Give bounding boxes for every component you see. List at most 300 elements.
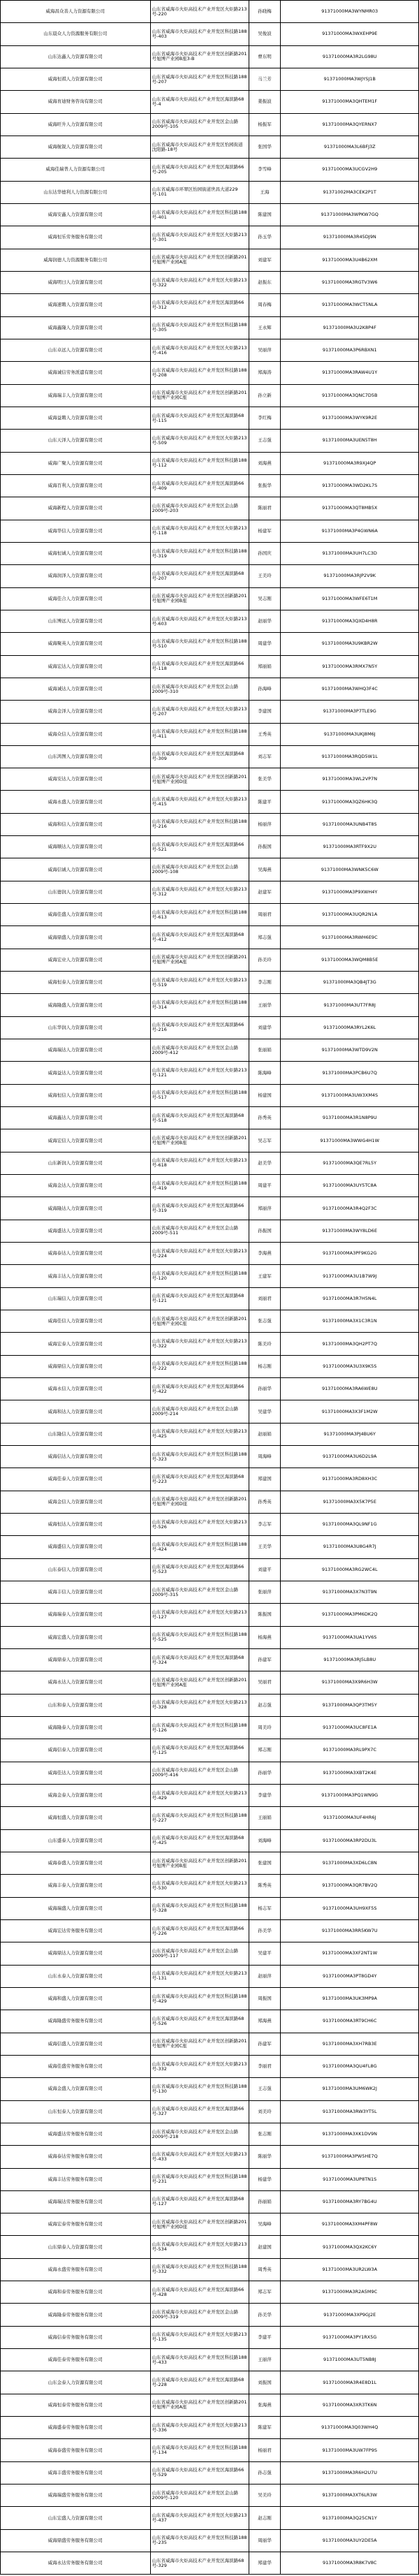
address-cell: 山东省威海市火炬高技术产业开发区科技路188号-231	[150, 2168, 249, 2190]
credit-code-cell: 91371000MA3Q25CN1Y	[281, 2507, 419, 2529]
table-row	[1, 768, 419, 791]
legal-representative-cell: 吴丽萍	[249, 339, 281, 361]
table-row	[1, 113, 419, 136]
legal-representative-cell: 周建平	[249, 1175, 281, 1197]
table-row	[1, 1852, 419, 1874]
address-cell: 山东省威海市火炬高技术产业开发区金山路2009号-218	[150, 2123, 249, 2145]
legal-representative-cell: 吴志刚	[249, 587, 281, 610]
address-cell: 山东省威海市火炬高技术产业开发区科技路188号-411	[150, 723, 249, 745]
table-row	[1, 1152, 419, 1174]
legal-representative-cell: 李建平	[249, 2326, 281, 2348]
table-row	[1, 2078, 419, 2100]
credit-code-cell: 91371000MA3R1N8P9U	[281, 1107, 419, 1129]
address-cell: 山东省威海市火炬高技术产业开发区火炬路213号-534	[150, 2236, 249, 2258]
legal-representative-cell: 周振国	[249, 1987, 281, 2010]
company-name-cell: 威海瑞盛人力资源有限公司	[1, 1897, 151, 1919]
legal-representative-cell: 赵美华	[249, 1152, 281, 1174]
company-name-cell: 威海永盛劳务服务有限公司	[1, 2258, 151, 2281]
legal-representative-cell: 张志刚	[249, 2123, 281, 2145]
address-cell: 山东省威海市火炬高技术产业开发区怡园街道沈阳路-18号	[150, 136, 249, 158]
credit-code-cell: 91371000MA3XK1DV9N	[281, 2123, 419, 2145]
company-name-cell: 威海瑞达人力资源有限公司	[1, 1039, 151, 1062]
credit-code-cell: 91371000MA3QB4JT3G	[281, 972, 419, 994]
legal-representative-cell: 周海峰	[249, 1446, 281, 1468]
credit-code-cell: 91371000MA3UK3MP9A	[281, 1987, 419, 2010]
credit-code-cell: 91371000MA3X9R6H3W	[281, 1671, 419, 1694]
legal-representative-cell: 张国华	[249, 136, 281, 158]
table-row	[1, 294, 419, 316]
address-cell: 山东省威海市火炬高技术产业开发区海滨路68号-425	[150, 1829, 249, 1852]
credit-code-cell: 91371000MA3XT6LR3W	[281, 2484, 419, 2507]
table-row	[1, 1626, 419, 1648]
address-cell: 山东省威海市火炬高技术产业开发区火炬路213号-121	[150, 1062, 249, 1084]
credit-code-cell: 91371000MA3U6D2L9A	[281, 1446, 419, 1468]
address-cell: 山东省威海市火炬高技术产业开发区海滨路66号-118	[150, 655, 249, 678]
legal-representative-cell: 吴俊波	[249, 23, 281, 45]
company-name-cell: 威海瑞达劳务服务有限公司	[1, 2190, 151, 2213]
address-cell: 山东省威海市火炬高技术产业开发区海滨路66号-521	[150, 836, 249, 858]
address-cell: 山东省威海市火炬高技术产业开发区火炬路213号-131	[150, 1965, 249, 1987]
legal-representative-cell: 周秀英	[249, 2258, 281, 2281]
credit-code-cell: 91371000MA3QU4FL8G	[281, 2055, 419, 2077]
company-name-cell: 威海益聘人力资源有限公司	[1, 407, 151, 429]
table-row	[1, 1039, 419, 1062]
company-name-cell: 威海鑫隆人力资源有限公司	[1, 316, 151, 339]
address-cell: 山东省威海市火炬高技术产业开发区科技路188号-401	[150, 203, 249, 226]
company-name-cell: 威海信盛人力资源有限公司	[1, 2033, 151, 2055]
legal-representative-cell: 周丽君	[249, 904, 281, 926]
company-name-cell: 威海佳泰劳务服务有限公司	[1, 2349, 151, 2371]
table-row	[1, 45, 419, 68]
credit-code-cell: 91371000MA3RA6WE8U	[281, 1378, 419, 1400]
table-row	[1, 858, 419, 881]
address-cell: 山东省威海市火炬高技术产业开发区科技路188号-216	[150, 813, 249, 835]
company-name-cell: 威海佳信人力资源有限公司	[1, 1310, 151, 1333]
legal-representative-cell: 刘海峰	[249, 1829, 281, 1852]
legal-representative-cell: 王志强	[249, 430, 281, 452]
address-cell: 山东省威海市火炬高技术产业开发区海滨路68号-223	[150, 1468, 249, 1491]
company-name-cell: 山东恒泰人力资源有限公司	[1, 2100, 151, 2123]
legal-representative-cell: 吴海峰	[249, 2213, 281, 2236]
address-cell: 山东省威海市火炬高技术产业开发区海滨路68号-127	[150, 2190, 249, 2213]
company-name-cell: 威海盛达劳务服务有限公司	[1, 2123, 151, 2145]
company-name-cell: 威海恒泰人力资源有限公司	[1, 972, 151, 994]
table-row	[1, 2123, 419, 2145]
address-cell: 山东省威海市火炬高技术产业开发区金山路2009号-412	[150, 1039, 249, 1062]
company-name-cell: 威海盛信人力资源有限公司	[1, 1536, 151, 1558]
legal-representative-cell: 刘海燕	[249, 452, 281, 474]
company-name-cell: 山东鸿图人力资源有限公司	[1, 745, 151, 768]
company-name-cell: 威海永达劳务服务有限公司	[1, 2552, 151, 2575]
legal-representative-cell: 张丽萍	[249, 1581, 281, 1603]
table-row	[1, 587, 419, 610]
table-row	[1, 497, 419, 520]
table-row	[1, 1581, 419, 1603]
address-cell: 山东省威海市火炬高技术产业开发区科技路188号-433	[150, 2349, 249, 2371]
company-name-cell: 威海金泽人力资源有限公司	[1, 701, 151, 723]
credit-code-cell: 91371000MA3UA1YV6S	[281, 1626, 419, 1648]
legal-representative-cell: 刘志军	[249, 745, 281, 768]
company-name-cell: 山东天泽人力资源有限公司	[1, 430, 151, 452]
legal-representative-cell: 陈丽华	[249, 2146, 281, 2168]
legal-representative-cell: 周建华	[249, 633, 281, 655]
table-row	[1, 1423, 419, 1445]
credit-code-cell: 91371000MA3RW3YT5L	[281, 2100, 419, 2123]
table-row	[1, 2190, 419, 2213]
table-row	[1, 2349, 419, 2371]
address-cell: 山东省威海市火炬高技术产业开发区海滨路68号-4	[150, 91, 249, 113]
credit-code-cell: 91371000MA3XP9GJ2E	[281, 2304, 419, 2326]
credit-code-cell: 91371000MA3PF9KG2G	[281, 1243, 419, 1265]
legal-representative-cell: 刘建军	[249, 249, 281, 271]
table-row	[1, 1965, 419, 1987]
legal-representative-cell: 赵建国	[249, 2236, 281, 2258]
company-name-cell: 威海永达人力资源有限公司	[1, 1671, 151, 1694]
credit-code-cell: 91371000MA3QNC7D5B	[281, 384, 419, 407]
company-name-cell: 威海恒达人力资源有限公司	[1, 1513, 151, 1535]
credit-code-cell: 91371000MA3P4GWN6A	[281, 520, 419, 542]
credit-code-cell: 91371000MA3RD8XH3C	[281, 1468, 419, 1491]
legal-representative-cell: 吴丽君	[249, 1671, 281, 1694]
company-name-cell: 威海金信人力资源有限公司	[1, 1491, 151, 1513]
table-row	[1, 362, 419, 384]
address-cell: 山东省威海市火炬高技术产业开发区海滨路68号-115	[150, 407, 249, 429]
address-cell: 山东省威海市火炬高技术产业开发区创新路201号旭博产业园A座	[150, 949, 249, 971]
company-name-cell: 威海金达人力资源有限公司	[1, 1175, 151, 1197]
credit-code-cell: 91371000MA3PT8GD4Y	[281, 1965, 419, 1987]
table-row	[1, 1220, 419, 1242]
company-name-cell: 威海恒祺人力资源有限公司	[1, 68, 151, 90]
address-cell: 山东省威海市环翠区怡园街道世昌大道229号-101	[150, 181, 249, 203]
address-cell: 山东省威海市火炬高技术产业开发区火炬路213号-530	[150, 1875, 249, 1897]
legal-representative-cell: 周美玲	[249, 1716, 281, 1739]
company-name-cell: 山东金泰人力资源有限公司	[1, 2371, 151, 2394]
company-name-cell: 威海润德人力资源服务有限公司	[1, 249, 151, 271]
legal-representative-cell: 李红梅	[249, 407, 281, 429]
credit-code-cell: 91371000MA3PY1RX5G	[281, 2326, 419, 2348]
table-row	[1, 1310, 419, 1333]
company-name-cell: 威海宏盛人力资源有限公司	[1, 1626, 151, 1648]
address-cell: 山东省威海市火炬高技术产业开发区创新路201号旭博产业园A座	[150, 1671, 249, 1694]
credit-code-cell: 91371000MA3RT9CH6C	[281, 2010, 419, 2033]
address-cell: 山东省威海市火炬高技术产业开发区金山路2009号-120	[150, 2484, 249, 2507]
company-name-cell: 威海鼎盛人力资源有限公司	[1, 926, 151, 949]
company-name-cell: 威海宏信人力资源有限公司	[1, 1129, 151, 1152]
address-cell: 山东省威海市火炬高技术产业开发区科技路188号-403	[150, 23, 249, 45]
credit-code-cell: 91371000MA3PCB6U7Q	[281, 1062, 419, 1084]
table-row	[1, 2055, 419, 2077]
address-cell: 山东省威海市火炬高技术产业开发区海滨路66号-312	[150, 294, 249, 316]
legal-representative-cell: 张海燕	[249, 2394, 281, 2416]
address-cell: 山东省威海市火炬高技术产业开发区火炬路213号-429	[150, 1784, 249, 1806]
company-name-cell: 山东盛泰人力资源有限公司	[1, 1829, 151, 1852]
address-cell: 山东省威海市火炬高技术产业开发区科技路188号-332	[150, 2258, 249, 2281]
credit-code-cell: 91371000MA3UCGV2H9	[281, 159, 419, 181]
credit-code-cell: 91371000MA3X7N3T9N	[281, 1581, 419, 1603]
credit-code-cell: 91371000MA3UH7LC3D	[281, 542, 419, 564]
credit-code-cell: 91371000MA3WWG4H1W	[281, 1129, 419, 1152]
legal-representative-cell: 孙海峰	[249, 678, 281, 700]
table-row	[1, 1175, 419, 1197]
credit-code-cell: 91371000MA3R8K7V8C	[281, 2552, 419, 2575]
company-name-cell: 山东德润人力资源有限公司	[1, 881, 151, 903]
credit-code-cell: 91371000MA3WPKW7GQ	[281, 203, 419, 226]
table-row	[1, 949, 419, 971]
table-row	[1, 1468, 419, 1491]
legal-representative-cell: 赵建军	[249, 881, 281, 903]
legal-representative-cell: 孙丽华	[249, 1378, 281, 1400]
credit-code-cell: 91371000MA3R9XJ4QP	[281, 452, 419, 474]
legal-representative-cell: 杨建国	[249, 1084, 281, 1106]
legal-representative-cell: 王丽娟	[249, 1807, 281, 1829]
company-name-cell: 威海众信人力资源有限公司	[1, 723, 151, 745]
address-cell: 山东省威海市火炬高技术产业开发区创新路201号旭博产业园B座3-B	[150, 45, 249, 68]
credit-code-cell: 91371000MA3U1B7W9J	[281, 1265, 419, 1287]
legal-representative-cell: 刘美玲	[249, 2100, 281, 2123]
company-name-cell: 山东泰信人力资源有限公司	[1, 1558, 151, 1581]
legal-representative-cell: 周春梅	[249, 294, 281, 316]
credit-code-cell: 91371000MA3WYNMR03	[281, 1, 419, 23]
company-name-cell: 威海育迪财务咨询有限公司	[1, 91, 151, 113]
legal-representative-cell: 郑丽娟	[249, 655, 281, 678]
legal-representative-cell: 李建国	[249, 701, 281, 723]
legal-representative-cell: 孙丽娟	[249, 2190, 281, 2213]
address-cell: 山东省威海市火炬高技术产业开发区科技路188号-419	[150, 1175, 249, 1197]
address-cell: 山东省威海市火炬高技术产业开发区火炬路213号-618	[150, 1152, 249, 1174]
legal-representative-cell: 孙建军	[249, 2033, 281, 2055]
table-row	[1, 2033, 419, 2055]
credit-code-cell: 91371000MA3QZ6HK3Q	[281, 791, 419, 813]
credit-code-cell: 91371000MA3WJYSJ1B	[281, 68, 419, 90]
credit-code-cell: 91371000MA3UC8FE1A	[281, 1716, 419, 1739]
address-cell: 山东省威海市火炬高技术产业开发区科技路188号-235	[150, 2529, 249, 2552]
address-cell: 山东省威海市火炬高技术产业开发区火炬路213号-437	[150, 2507, 249, 2529]
company-name-cell: 威海鼎盛劳务服务有限公司	[1, 2529, 151, 2552]
table-row	[1, 1355, 419, 1377]
address-cell: 山东省威海市火炬高技术产业开发区火炬路213号-322	[150, 271, 249, 293]
credit-code-cell: 91371000MA3QH2PT7Q	[281, 1333, 419, 1355]
table-row	[1, 904, 419, 926]
company-name-cell: 威海宏泰劳务服务有限公司	[1, 2213, 151, 2236]
table-row	[1, 407, 419, 429]
company-name-cell: 威海隆泰人力资源有限公司	[1, 1716, 151, 1739]
legal-representative-cell: 吴建平	[249, 1942, 281, 1965]
company-name-cell: 山东晨众人力资源服务有限公司	[1, 23, 151, 45]
company-name-cell: 威海聚英人力资源有限公司	[1, 633, 151, 655]
legal-representative-cell: 李志刚	[249, 972, 281, 994]
legal-representative-cell: 孙振国	[249, 836, 281, 858]
legal-representative-cell: 王丽华	[249, 994, 281, 1016]
address-cell: 山东省威海市火炬高技术产业开发区科技路188号-112	[150, 452, 249, 474]
legal-representative-cell: 陈建国	[249, 203, 281, 226]
legal-representative-cell: 刘建华	[249, 1016, 281, 1039]
table-row	[1, 723, 419, 745]
legal-representative-cell: 孙国庆	[249, 542, 281, 564]
company-name-cell: 山东华润人力资源有限公司	[1, 1016, 151, 1039]
table-row	[1, 1762, 419, 1784]
company-name-cell: 威海信泰劳务服务有限公司	[1, 2326, 151, 2348]
table-row	[1, 678, 419, 700]
credit-code-cell: 91371000MA3UP8TN1S	[281, 2168, 419, 2190]
company-name-cell: 山东和泰人力资源有限公司	[1, 1694, 151, 1716]
address-cell: 山东省威海市火炬高技术产业开发区科技路188号-510	[150, 633, 249, 655]
company-name-cell: 威海华信人力资源有限公司	[1, 520, 151, 542]
address-cell: 山东省威海市火炬高技术产业开发区创新路201号旭博产业园D座	[150, 768, 249, 791]
table-row	[1, 1400, 419, 1423]
table-row	[1, 203, 419, 226]
company-name-cell: 威海佳达人力资源有限公司	[1, 1762, 151, 1784]
company-name-cell: 威海盛达人力资源有限公司	[1, 1220, 151, 1242]
credit-code-cell: 91371000MA3R2A5M9C	[281, 2281, 419, 2304]
legal-representative-cell: 吴美玲	[249, 2484, 281, 2507]
credit-code-cell: 91371000MA3XBT2K4E	[281, 1762, 419, 1784]
address-cell: 山东省威海市火炬高技术产业开发区火炬路213号-301	[150, 226, 249, 249]
credit-code-cell: 91371000MA3RY7BG4U	[281, 2190, 419, 2213]
table-row	[1, 2507, 419, 2529]
legal-representative-cell: 吴建华	[249, 1400, 281, 1423]
address-cell: 山东省威海市火炬高技术产业开发区海滨路66号-125	[150, 1739, 249, 1762]
legal-representative-cell: 刘振国	[249, 2371, 281, 2394]
legal-representative-cell: 郑志刚	[249, 1739, 281, 1762]
legal-representative-cell: 赵丽娟	[249, 1423, 281, 1445]
address-cell: 山东省威海市火炬高技术产业开发区金山路2009号-511	[150, 1220, 249, 1242]
company-name-cell: 山东隆信人力资源有限公司	[1, 1423, 151, 1445]
legal-representative-cell: 张志强	[249, 1310, 281, 1333]
credit-code-cell: 91371000MA3RL9PX7C	[281, 1739, 419, 1762]
table-row	[1, 226, 419, 249]
company-name-cell: 威海宏业人力资源有限公司	[1, 949, 151, 971]
legal-representative-cell: 张丽娟	[249, 1039, 281, 1062]
legal-representative-cell: 孙美华	[249, 1919, 281, 1942]
company-name-cell: 山东达华德利人力资源有限公司	[1, 181, 151, 203]
address-cell: 山东省威海市火炬高技术产业开发区金山路2009号-105	[150, 113, 249, 136]
company-name-cell: 威海益达人力资源有限公司	[1, 1062, 151, 1084]
credit-code-cell: 91371000MA3UKJ8M6J	[281, 723, 419, 745]
company-name-cell: 威海泰盛人力资源有限公司	[1, 1852, 151, 1874]
credit-code-cell: 91371000MA3X3F1M2W	[281, 1400, 419, 1423]
legal-representative-cell: 李雪峰	[249, 159, 281, 181]
credit-code-cell: 91371000MA3U8G4R7J	[281, 1536, 419, 1558]
address-cell: 山东省威海市火炬高技术产业开发区金山路2009号-315	[150, 1581, 249, 1603]
company-name-cell: 威海泰达人力资源有限公司	[1, 1243, 151, 1265]
company-name-cell: 威海佳泰人力资源有限公司	[1, 1468, 151, 1491]
company-name-cell: 山东达鑫人力资源有限公司	[1, 45, 151, 68]
table-row	[1, 520, 419, 542]
credit-code-cell: 91371002MA3CEK2P1T	[281, 181, 419, 203]
legal-representative-cell: 王志强	[249, 2078, 281, 2100]
address-cell: 山东省威海市火炬高技术产业开发区火炬路213号-603	[150, 610, 249, 632]
legal-representative-cell: 王丽萍	[249, 2349, 281, 2371]
address-cell: 山东省威海市火炬高技术产业开发区创新路201号旭博产业园C座	[150, 2033, 249, 2055]
legal-representative-cell: 杨志刚	[249, 1355, 281, 1377]
address-cell: 山东省威海市火炬高技术产业开发区海滨路68号-207	[150, 565, 249, 587]
company-name-cell: 威海信诚人力资源有限公司	[1, 858, 151, 881]
address-cell: 山东省威海市火炬高技术产业开发区科技路188号-134	[150, 2439, 249, 2461]
credit-code-cell: 91371000MA3WXEHP9E	[281, 23, 419, 45]
table-row	[1, 2100, 419, 2123]
company-name-cell: 威海丰盛劳务服务有限公司	[1, 2461, 151, 2484]
table-row	[1, 1197, 419, 1220]
company-name-cell: 威海宏泰人力资源有限公司	[1, 1333, 151, 1355]
table-row	[1, 1784, 419, 1806]
legal-representative-cell: 郑建国	[249, 1468, 281, 1491]
address-cell: 山东省威海市火炬高技术产业开发区海滨路68号-324	[150, 1648, 249, 1671]
address-cell: 山东省威海市火炬高技术产业开发区金山路2009号-203	[150, 497, 249, 520]
company-name-cell: 山东卓远人力资源有限公司	[1, 339, 151, 361]
company-name-cell: 威海恒诚人力资源有限公司	[1, 542, 151, 564]
credit-code-cell: 91371000MA3UY2DE5A	[281, 2529, 419, 2552]
address-cell: 山东省威海市火炬高技术产业开发区创新路201号旭博产业园B座	[150, 587, 249, 610]
legal-representative-cell: 孙志强	[249, 2461, 281, 2484]
company-name-cell: 威海佳盛劳务服务有限公司	[1, 2055, 151, 2077]
table-row	[1, 1604, 419, 1626]
company-name-cell: 威海恒信人力资源有限公司	[1, 1084, 151, 1106]
table-row	[1, 633, 419, 655]
legal-representative-cell: 杨海燕	[249, 1626, 281, 1648]
address-cell: 山东省威海市火炬高技术产业开发区科技路188号-517	[150, 1084, 249, 1106]
address-cell: 山东省威海市火炬高技术产业开发区火炬路213号-127	[150, 1604, 249, 1626]
credit-code-cell: 91371000MA3QT8MB5X	[281, 497, 419, 520]
company-name-cell: 威海金盛人力资源有限公司	[1, 2078, 151, 2100]
company-name-cell: 威海永信人力资源有限公司	[1, 1378, 151, 1400]
company-name-cell: 威海隆泰劳务服务有限公司	[1, 2304, 151, 2326]
legal-representative-cell: 马兰芳	[249, 68, 281, 90]
table-row	[1, 2281, 419, 2304]
table-row	[1, 2461, 419, 2484]
credit-code-cell: 91371000MA3U2K8P4F	[281, 316, 419, 339]
company-name-cell: 威海和盛人力资源有限公司	[1, 1987, 151, 2010]
credit-code-cell: 91371000MA3RMX7N5Y	[281, 655, 419, 678]
company-name-cell: 威海盛泰劳务服务有限公司	[1, 2417, 151, 2439]
legal-representative-cell: 赵志刚	[249, 2507, 281, 2529]
company-name-cell: 威海瑞盛劳务服务有限公司	[1, 2484, 151, 2507]
legal-representative-cell: 曹东明	[249, 45, 281, 68]
address-cell: 山东省威海市火炬高技术产业开发区海滨路66号-523	[150, 1558, 249, 1581]
table-row	[1, 1716, 419, 1739]
legal-representative-cell: 吴海燕	[249, 858, 281, 881]
table-row	[1, 2168, 419, 2190]
company-name-cell: 威海恒泰劳务服务有限公司	[1, 2394, 151, 2416]
credit-code-cell: 91371000MA3RAW4U1Y	[281, 362, 419, 384]
company-name-cell: 山东新润人力资源有限公司	[1, 1152, 151, 1174]
legal-representative-cell: 李海燕	[249, 1243, 281, 1265]
address-cell: 山东省威海市火炬高技术产业开发区海滨路66号-409	[150, 474, 249, 497]
legal-representative-cell: 孙秀英	[249, 1107, 281, 1129]
credit-code-cell: 91371000MA3XM4PF8W	[281, 2213, 419, 2236]
company-name-cell: 威海信达人力资源有限公司	[1, 1446, 151, 1468]
company-name-cell: 威海金泰人力资源有限公司	[1, 1784, 151, 1806]
credit-code-cell: 91371000MA3QR7BV2Q	[281, 1875, 419, 1897]
credit-code-cell: 91371000MA3QYERNX7	[281, 113, 419, 136]
table-row	[1, 1333, 419, 1355]
company-name-cell: 威海恒盛人力资源有限公司	[1, 1807, 151, 1829]
legal-representative-cell: 郑海涛	[249, 362, 281, 384]
credit-code-cell: 91371000MA3P6RBXN1	[281, 339, 419, 361]
credit-code-cell: 91371000MA3R6H2U7U	[281, 2461, 419, 2484]
table-row	[1, 2213, 419, 2236]
address-cell: 山东省威海市火炬高技术产业开发区科技路188号-227	[150, 1807, 249, 1829]
legal-representative-cell: 赵振东	[249, 271, 281, 293]
credit-code-cell: 91371000MA3XD6LC8N	[281, 1852, 419, 1874]
legal-representative-cell: 张美华	[249, 768, 281, 791]
table-row	[1, 1, 419, 23]
credit-code-cell: 91371000MA3R45DJ9N	[281, 226, 419, 249]
company-name-cell: 威海宏达劳务服务有限公司	[1, 1919, 151, 1942]
table-row	[1, 1648, 419, 1671]
legal-representative-cell: 郑建华	[249, 2552, 281, 2575]
legal-representative-cell: 杨建华	[249, 2168, 281, 2190]
credit-code-cell: 91371000MA3UM6WK2J	[281, 2078, 419, 2100]
